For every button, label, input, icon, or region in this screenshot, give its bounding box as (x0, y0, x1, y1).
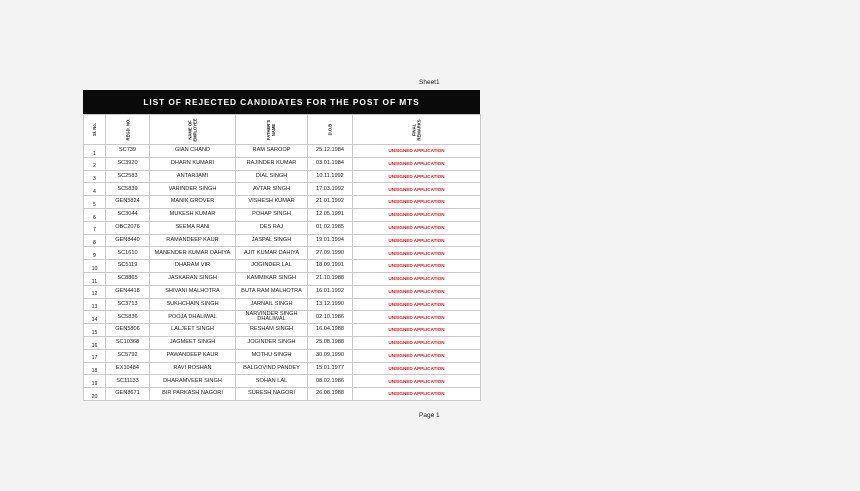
final-remark-cell: UNSIGNED APPLICATION (353, 388, 481, 401)
father-name-cell: JOGINDER LAL (236, 260, 308, 273)
father-name-cell: JOGINDER SINGH (236, 336, 308, 349)
father-name-cell: AJIT KUMAR DAHIYA (236, 247, 308, 260)
employee-name-cell: DHARAMVEER SINGH (150, 375, 236, 388)
dob-cell: 08.02.1986 (308, 375, 353, 388)
final-remark-cell: UNSIGNED APPLICATION (353, 234, 481, 247)
dob-cell: 13.12.1990 (308, 298, 353, 311)
father-name-cell: SOHAN LAL (236, 375, 308, 388)
final-remark-cell: UNSIGNED APPLICATION (353, 349, 481, 362)
registration-number-cell: GEN8440 (106, 234, 150, 247)
column-header: REGD. NO. (106, 115, 150, 145)
registration-number-cell: SC5792 (106, 349, 150, 362)
employee-name-cell: DHARN KUMARI (150, 157, 236, 170)
employee-name-cell: MANENDER KUMAR DAHIYA (150, 247, 236, 260)
registration-number-cell: SC3044 (106, 208, 150, 221)
dob-cell: 30.09.1990 (308, 349, 353, 362)
serial-number-cell: 7 (84, 221, 106, 234)
dob-cell: 21.01.1992 (308, 196, 353, 209)
father-name-cell: RAJINDER KUMAR (236, 157, 308, 170)
table-row (84, 247, 481, 260)
father-name-cell: RESHAM SINGH (236, 324, 308, 337)
table-row (84, 388, 481, 401)
employee-name-cell: LALJEET SINGH (150, 324, 236, 337)
father-name-cell: AVTAR SINGH (236, 183, 308, 196)
employee-name-cell: PAWANDEEP KAUR (150, 349, 236, 362)
table-row (84, 375, 481, 388)
employee-name-cell: SUKHCHAIN SINGH (150, 298, 236, 311)
table-row (84, 336, 481, 349)
employee-name-cell: GIAN CHAND (150, 145, 236, 158)
final-remark-cell: UNSIGNED APPLICATION (353, 183, 481, 196)
father-name-cell: NARVINDER SINGH DHALIWAL (236, 311, 308, 324)
serial-number-cell: 20 (84, 388, 106, 401)
column-header: NAME OF EMPLOYEE (150, 115, 236, 145)
dob-cell: 18.09.1991 (308, 260, 353, 273)
dob-cell: 12.05.1991 (308, 208, 353, 221)
registration-number-cell: GEN8671 (106, 388, 150, 401)
employee-name-cell: POOJA DHALIWAL (150, 311, 236, 324)
final-remark-cell: UNSIGNED APPLICATION (353, 247, 481, 260)
table-row (84, 324, 481, 337)
document-title: LIST OF REJECTED CANDIDATES FOR THE POST OF MTS (83, 90, 480, 114)
serial-number-cell: 13 (84, 298, 106, 311)
table-row (84, 311, 481, 324)
father-name-cell: KAMMIKAR SINGH (236, 272, 308, 285)
dob-cell: 21.10.1988 (308, 272, 353, 285)
table-row (84, 349, 481, 362)
registration-number-cell: SC11133 (106, 375, 150, 388)
registration-number-cell: SC5839 (106, 183, 150, 196)
father-name-cell: VISHESH KUMAR (236, 196, 308, 209)
page-number: Page 1 (419, 412, 440, 419)
employee-name-cell: RAMANDEEP KAUR (150, 234, 236, 247)
serial-number-cell: 5 (84, 196, 106, 209)
table-row (84, 208, 481, 221)
father-name-cell: DES RAJ (236, 221, 308, 234)
final-remark-cell: UNSIGNED APPLICATION (353, 272, 481, 285)
serial-number-cell: 16 (84, 336, 106, 349)
dob-cell: 10.11.1992 (308, 170, 353, 183)
sheet-name: Sheet1 (419, 79, 440, 86)
serial-number-cell: 18 (84, 362, 106, 375)
employee-name-cell: JAGMEET SINGH (150, 336, 236, 349)
employee-name-cell: SEEMA RANI (150, 221, 236, 234)
serial-number-cell: 15 (84, 324, 106, 337)
serial-number-cell: 1 (84, 145, 106, 158)
candidates-table (83, 114, 481, 401)
registration-number-cell: GEN4418 (106, 285, 150, 298)
father-name-cell: BUTA RAM MALHOTRA (236, 285, 308, 298)
registration-number-cell: SC5119 (106, 260, 150, 273)
father-name-cell: SURESH NAGORI (236, 388, 308, 401)
employee-name-cell: MANIK GROVER (150, 196, 236, 209)
registration-number-cell: SC1610 (106, 247, 150, 260)
father-name-cell: DIAL SINGH (236, 170, 308, 183)
final-remark-cell: UNSIGNED APPLICATION (353, 260, 481, 273)
final-remark-cell: UNSIGNED APPLICATION (353, 196, 481, 209)
serial-number-cell: 19 (84, 375, 106, 388)
table-row (84, 221, 481, 234)
registration-number-cell: GEN5806 (106, 324, 150, 337)
registration-number-cell: OBC2076 (106, 221, 150, 234)
dob-cell: 16.04.1988 (308, 324, 353, 337)
serial-number-cell: 17 (84, 349, 106, 362)
registration-number-cell: GEN5824 (106, 196, 150, 209)
dob-cell: 02.10.1986 (308, 311, 353, 324)
serial-number-cell: 10 (84, 260, 106, 273)
dob-cell: 25.12.1984 (308, 145, 353, 158)
final-remark-cell: UNSIGNED APPLICATION (353, 285, 481, 298)
serial-number-cell: 6 (84, 208, 106, 221)
serial-number-cell: 2 (84, 157, 106, 170)
column-header: FATHER'S NAME (236, 115, 308, 145)
registration-number-cell: SC5836 (106, 311, 150, 324)
final-remark-cell: UNSIGNED APPLICATION (353, 298, 481, 311)
employee-name-cell: SHIVANI MALHOTRA (150, 285, 236, 298)
registration-number-cell: EX10484 (106, 362, 150, 375)
dob-cell: 17.03.1992 (308, 183, 353, 196)
serial-number-cell: 11 (84, 272, 106, 285)
serial-number-cell: 12 (84, 285, 106, 298)
registration-number-cell: SC3920 (106, 157, 150, 170)
employee-name-cell: VARINDER SINGH (150, 183, 236, 196)
table-row (84, 234, 481, 247)
final-remark-cell: UNSIGNED APPLICATION (353, 324, 481, 337)
registration-number-cell: SC739 (106, 145, 150, 158)
serial-number-cell: 8 (84, 234, 106, 247)
serial-number-cell: 9 (84, 247, 106, 260)
final-remark-cell: UNSIGNED APPLICATION (353, 362, 481, 375)
dob-cell: 01.02.1985 (308, 221, 353, 234)
serial-number-cell: 4 (84, 183, 106, 196)
dob-cell: 19.01.1994 (308, 234, 353, 247)
table-row (84, 196, 481, 209)
column-header: Sl. No. (84, 115, 106, 145)
dob-cell: 16.01.1992 (308, 285, 353, 298)
final-remark-cell: UNSIGNED APPLICATION (353, 170, 481, 183)
father-name-cell: BALGOVIND PANDEY (236, 362, 308, 375)
father-name-cell: JARNAIL SINGH (236, 298, 308, 311)
table-row (84, 285, 481, 298)
table-row (84, 298, 481, 311)
dob-cell: 25.08.1988 (308, 336, 353, 349)
serial-number-cell: 14 (84, 311, 106, 324)
table-header-row (84, 115, 481, 145)
final-remark-cell: UNSIGNED APPLICATION (353, 336, 481, 349)
final-remark-cell: UNSIGNED APPLICATION (353, 208, 481, 221)
employee-name-cell: BIR PARKASH NAGORI (150, 388, 236, 401)
registration-number-cell: SC2583 (106, 170, 150, 183)
father-name-cell: RAM SAROOP (236, 145, 308, 158)
serial-number-cell: 3 (84, 170, 106, 183)
final-remark-cell: UNSIGNED APPLICATION (353, 157, 481, 170)
registration-number-cell: SC3713 (106, 298, 150, 311)
father-name-cell: POHAP SINGH (236, 208, 308, 221)
final-remark-cell: UNSIGNED APPLICATION (353, 145, 481, 158)
dob-cell: 03.01.1984 (308, 157, 353, 170)
table-row (84, 145, 481, 158)
employee-name-cell: ANTARJAMI (150, 170, 236, 183)
registration-number-cell: SC10368 (106, 336, 150, 349)
table-row (84, 362, 481, 375)
employee-name-cell: MUKESH KUMAR (150, 208, 236, 221)
table-row (84, 157, 481, 170)
employee-name-cell: RAVI ROSHAN (150, 362, 236, 375)
father-name-cell: MOTHU SINGH (236, 349, 308, 362)
registration-number-cell: SC8865 (106, 272, 150, 285)
table-row (84, 183, 481, 196)
final-remark-cell: UNSIGNED APPLICATION (353, 311, 481, 324)
column-header: D.O.B (308, 115, 353, 145)
employee-name-cell: DHARAM VIR (150, 260, 236, 273)
column-header: FINAL REMARKS (353, 115, 481, 145)
father-name-cell: JASPAL SINGH (236, 234, 308, 247)
final-remark-cell: UNSIGNED APPLICATION (353, 375, 481, 388)
dob-cell: 27.09.1990 (308, 247, 353, 260)
dob-cell: 15.01.1977 (308, 362, 353, 375)
dob-cell: 26.08.1988 (308, 388, 353, 401)
table-row (84, 260, 481, 273)
employee-name-cell: JASKARAN SINGH (150, 272, 236, 285)
table-row (84, 170, 481, 183)
table-row (84, 272, 481, 285)
final-remark-cell: UNSIGNED APPLICATION (353, 221, 481, 234)
rejected-candidates-document (83, 90, 480, 401)
